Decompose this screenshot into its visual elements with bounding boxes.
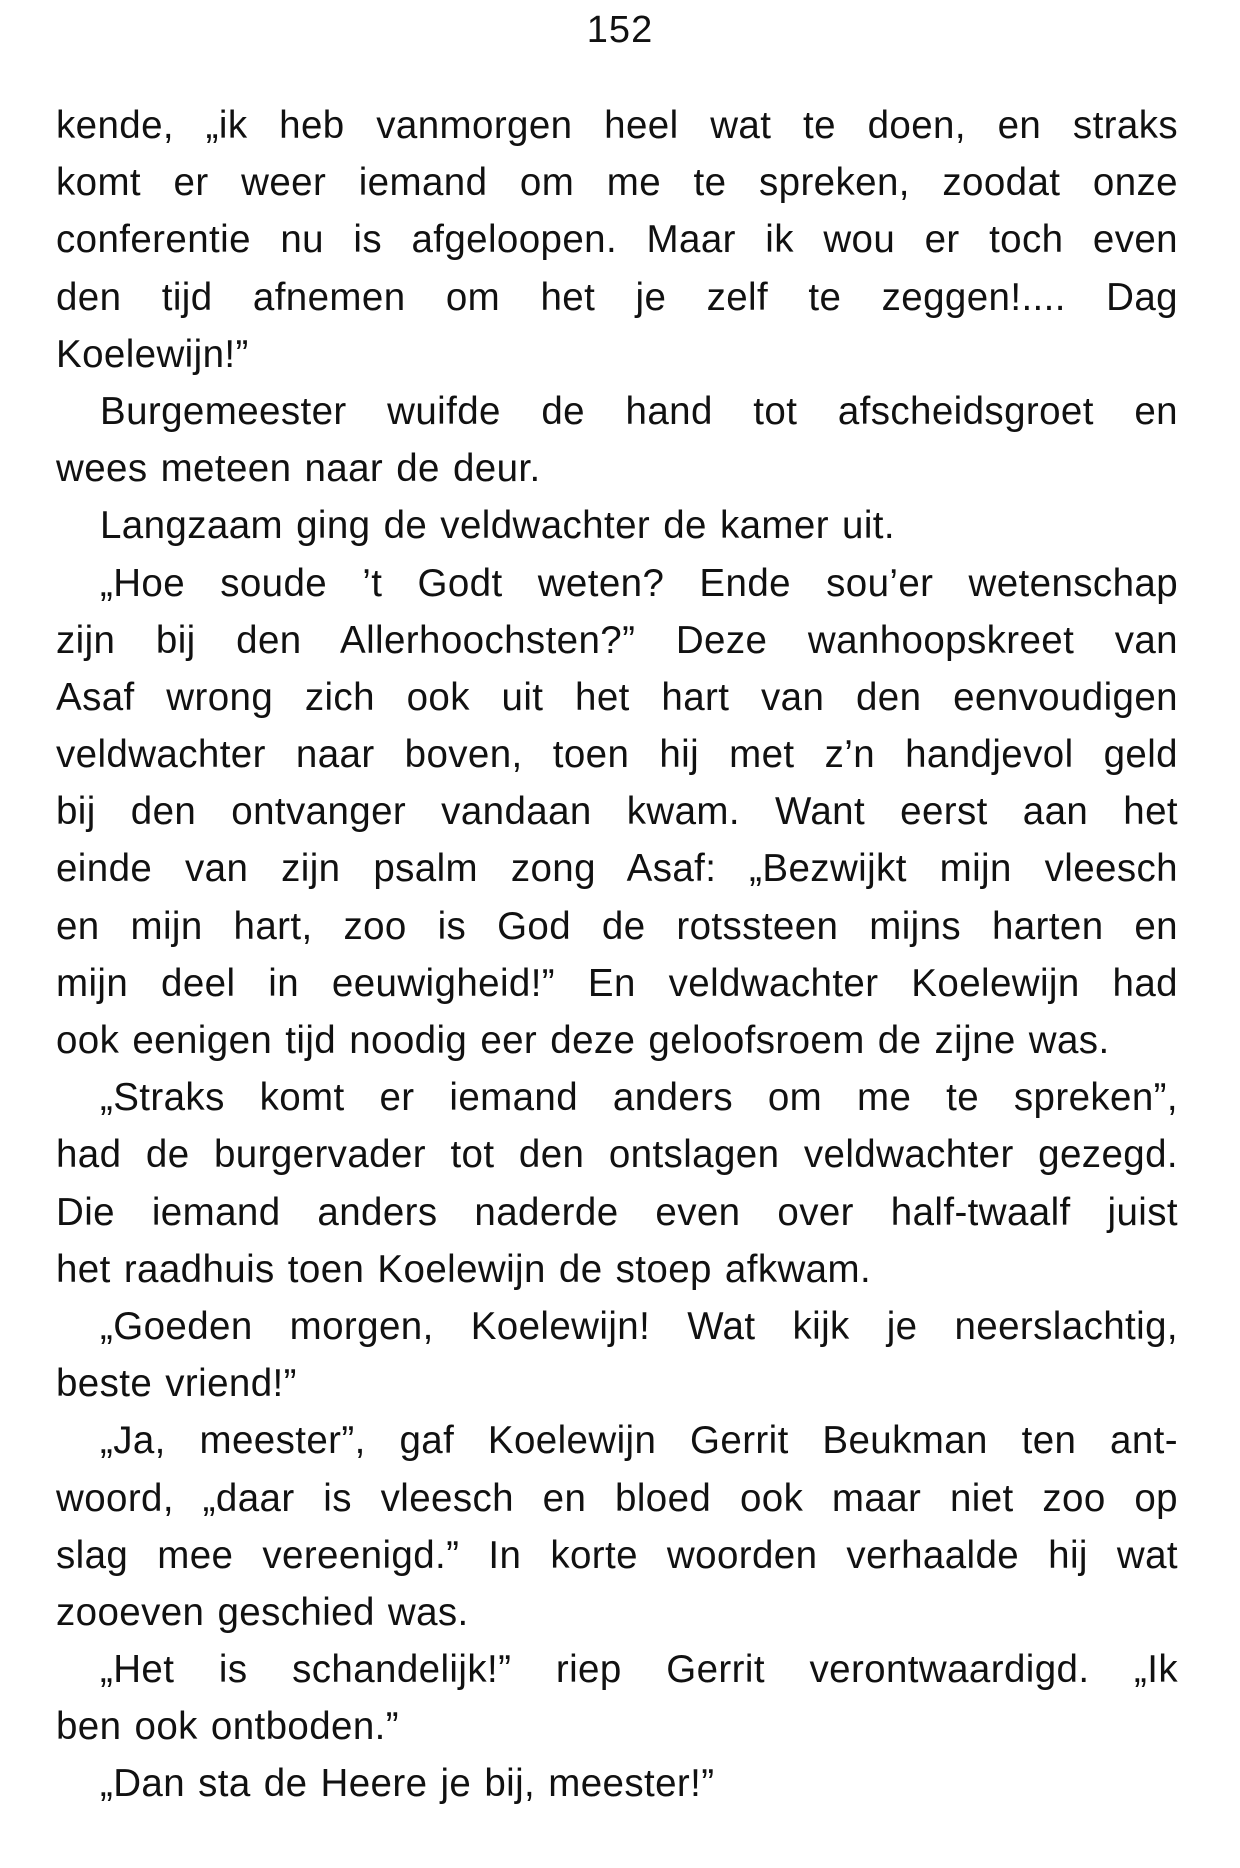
text-line: bij den ontvanger vandaan kwam. Want eerst aan het xyxy=(56,790,1178,834)
text-line: Burgemeester wuifde de hand tot afscheidsgroet en xyxy=(100,389,1178,433)
text-line: „Ja, meester”, gaf Koelewijn Gerrit Beukman ten ant- xyxy=(100,1419,1178,1463)
text-line: Langzaam ging de veldwachter de kamer uit. xyxy=(100,504,895,548)
text-line: komt er weer iemand om me te spreken, zoodat onze xyxy=(56,161,1178,205)
text-line: „Straks komt er iemand anders om me te spreken”, xyxy=(100,1076,1178,1120)
text-line: den tijd afnemen om het je zelf te zeggen!.... Dag xyxy=(56,275,1178,319)
text-line: „Goeden morgen, Koelewijn! Wat kijk je neerslachtig, xyxy=(100,1304,1178,1348)
text-line: ook eenigen tijd noodig eer deze geloofsroem de zijne was. xyxy=(56,1019,1110,1062)
text-line: Die iemand anders naderde even over half-twaalf juist xyxy=(56,1190,1178,1234)
body-text xyxy=(56,97,1178,1813)
text-line: conferentie nu is afgeloopen. Maar ik wou er toch even xyxy=(56,218,1178,262)
text-line: wees meteen naar de deur. xyxy=(56,447,541,491)
text-line: „Hoe soude ’t Godt weten? Ende sou’er wetenschap xyxy=(100,561,1178,605)
text-line: had de burgervader tot den ontslagen veldwachter gezegd. xyxy=(56,1133,1178,1177)
text-line: het raadhuis toen Koelewijn de stoep afkwam. xyxy=(56,1247,872,1291)
text-line: Koelewijn!” xyxy=(56,332,249,376)
text-line: en mijn hart, zoo is God de rotssteen mijns harten en xyxy=(56,904,1178,948)
text-line: zooeven geschied was. xyxy=(56,1590,469,1634)
text-line: slag mee vereenigd.” In korte woorden verhaalde hij wat xyxy=(56,1533,1178,1577)
text-line: woord, „daar is vleesch en bloed ook maar niet zoo op xyxy=(56,1476,1178,1520)
text-line: ben ook ontboden.” xyxy=(56,1705,399,1749)
text-line: mijn deel in eeuwigheid!” En veldwachter Koelewijn had xyxy=(56,961,1178,1005)
text-line: „Het is schandelijk!” riep Gerrit verontwaardigd. „Ik xyxy=(100,1648,1178,1692)
text-line: beste vriend!” xyxy=(56,1362,297,1406)
text-line: Asaf wrong zich ook uit het hart van den eenvoudigen xyxy=(56,675,1178,719)
text-line: einde van zijn psalm zong Asaf: „Bezwijkt mijn vleesch xyxy=(56,847,1178,891)
text-line: kende, „ik heb vanmorgen heel wat te doen, en straks xyxy=(56,104,1178,147)
text-line: „Dan sta de Heere je bij, meester!” xyxy=(100,1762,715,1806)
page-number: 152 xyxy=(586,9,654,51)
text-line: zijn bij den Allerhoochsten?” Deze wanhoopskreet van xyxy=(56,618,1178,662)
text-line: veldwachter naar boven, toen hij met z’n handjevol geld xyxy=(56,733,1178,777)
